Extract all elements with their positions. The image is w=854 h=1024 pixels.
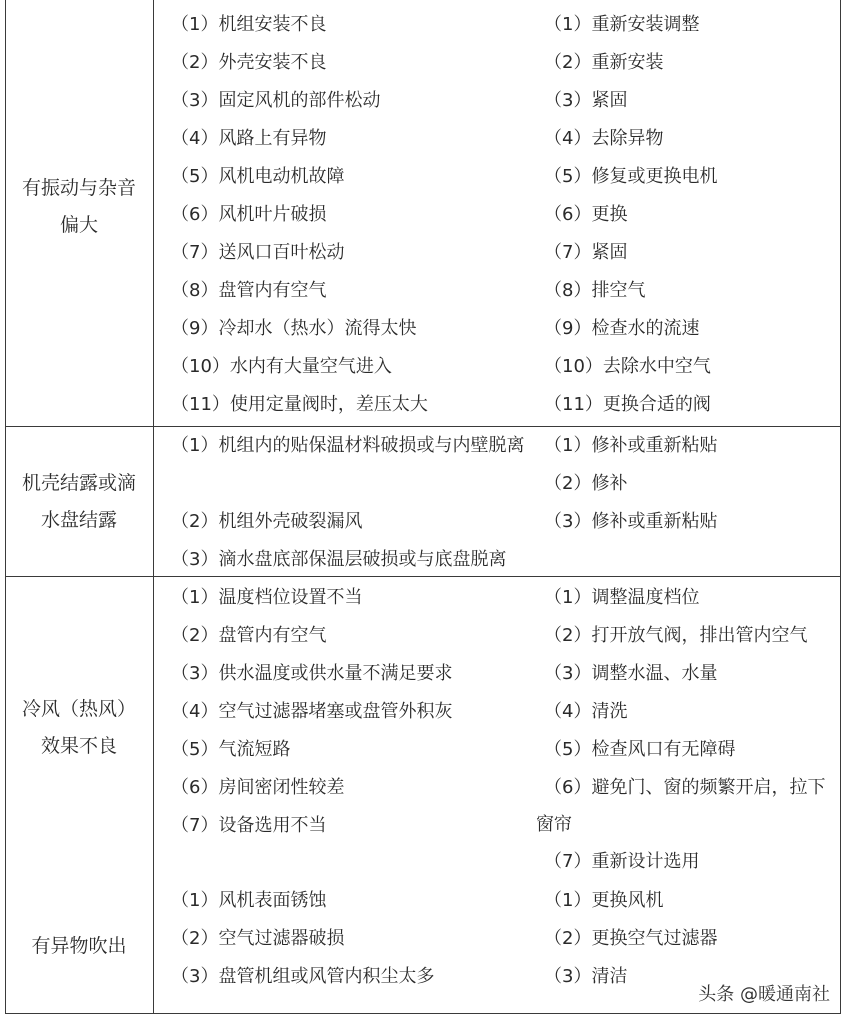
cause-item: （6）风机叶片破损 bbox=[171, 204, 327, 225]
fault-label bbox=[6, 170, 152, 244]
remedy-item: （3）调整水温、水量 bbox=[544, 663, 718, 684]
remedy-item: （8）排空气 bbox=[544, 280, 646, 301]
remedy-item: （1）重新安装调整 bbox=[544, 14, 700, 35]
remedy-item: （6）更换 bbox=[544, 204, 628, 225]
remedy-item: （3）修补或重新粘贴 bbox=[544, 511, 718, 532]
cause-item: （3）盘管机组或风管内积尘太多 bbox=[171, 966, 435, 987]
cause-item: （8）盘管内有空气 bbox=[171, 280, 327, 301]
cause-item: （2）外壳安装不良 bbox=[171, 52, 327, 73]
cause-item: （2）盘管内有空气 bbox=[171, 625, 327, 646]
cause-item: （3）供水温度或供水量不满足要求 bbox=[171, 663, 453, 684]
cause-item: （6）房间密闭性较差 bbox=[171, 777, 345, 798]
fault-label-line: 冷风（热风） bbox=[21, 698, 136, 720]
remedy-item: （7）紧固 bbox=[544, 242, 628, 263]
cause-item: （9）冷却水（热水）流得太快 bbox=[171, 318, 417, 339]
cause-item: （1）机组内的贴保温材料破损或与内壁脱离 bbox=[171, 435, 525, 456]
cause-item: （4）风路上有异物 bbox=[171, 128, 327, 149]
remedy-item: （2）修补 bbox=[544, 473, 628, 494]
remedy-item: （3）清洁 bbox=[544, 966, 628, 987]
fault-label bbox=[6, 691, 152, 765]
cause-item: （7）送风口百叶松动 bbox=[171, 242, 345, 263]
remedy-item: （4）清洗 bbox=[544, 701, 628, 722]
section-vibration-noise bbox=[6, 0, 840, 426]
remedy-item: （7）重新设计选用 bbox=[544, 851, 700, 872]
fault-label-line: 水盘结露 bbox=[40, 509, 117, 531]
remedy-item: （1）调整温度档位 bbox=[544, 587, 700, 608]
cause-item: （3）固定风机的部件松动 bbox=[171, 90, 381, 111]
remedy-item: （6）避免门、窗的频繁开启，拉下窗帘 bbox=[536, 777, 826, 835]
remedy-item: （2）更换空气过滤器 bbox=[544, 928, 718, 949]
remedy-item: （1）更换风机 bbox=[544, 890, 664, 911]
remedy-item: （5）检查风口有无障碍 bbox=[544, 739, 736, 760]
remedy-item: （4）去除异物 bbox=[544, 128, 664, 149]
troubleshooting-table bbox=[5, 0, 841, 1014]
remedy-item: （2）重新安装 bbox=[544, 52, 664, 73]
remedy-item: （1）修补或重新粘贴 bbox=[544, 435, 718, 456]
fault-label-line: 偏大 bbox=[59, 214, 98, 236]
cause-item: （2）空气过滤器破损 bbox=[171, 928, 345, 949]
section-condensation bbox=[6, 426, 840, 576]
cause-item: （2）机组外壳破裂漏风 bbox=[171, 511, 363, 532]
fault-label-line: 有振动与杂音 bbox=[21, 177, 136, 199]
watermark: 头条 @暖通南社 bbox=[694, 980, 834, 1006]
remedy-item: （2）打开放气阀，排出管内空气 bbox=[544, 625, 808, 646]
cause-item: （4）空气过滤器堵塞或盘管外积灰 bbox=[171, 701, 453, 722]
fault-label bbox=[6, 928, 152, 965]
remedy-item: （3）紧固 bbox=[544, 90, 628, 111]
fault-label bbox=[6, 465, 152, 539]
cause-item: （1）温度档位设置不当 bbox=[171, 587, 363, 608]
fault-label-line: 有异物吹出 bbox=[31, 935, 127, 957]
section-poor-performance bbox=[6, 576, 840, 876]
remedy-item: （11）更换合适的阀 bbox=[544, 394, 711, 415]
cause-item: （3）滴水盘底部保温层破损或与底盘脱离 bbox=[171, 549, 507, 570]
remedy-item: （10）去除水中空气 bbox=[544, 356, 711, 377]
cause-item: （1）风机表面锈蚀 bbox=[171, 890, 327, 911]
cause-item: （11）使用定量阀时，差压太大 bbox=[171, 394, 428, 415]
cause-item: （5）风机电动机故障 bbox=[171, 166, 345, 187]
fault-label-line: 效果不良 bbox=[40, 735, 117, 757]
cause-item: （10）水内有大量空气进入 bbox=[171, 356, 392, 377]
cause-item: （5）气流短路 bbox=[171, 739, 291, 760]
remedy-item: （5）修复或更换电机 bbox=[544, 166, 718, 187]
cause-item: （7）设备选用不当 bbox=[171, 815, 327, 836]
fault-label-line: 机壳结露或滴 bbox=[21, 472, 136, 494]
remedy-item: （9）检查水的流速 bbox=[544, 318, 700, 339]
cause-item: （1）机组安装不良 bbox=[171, 14, 327, 35]
